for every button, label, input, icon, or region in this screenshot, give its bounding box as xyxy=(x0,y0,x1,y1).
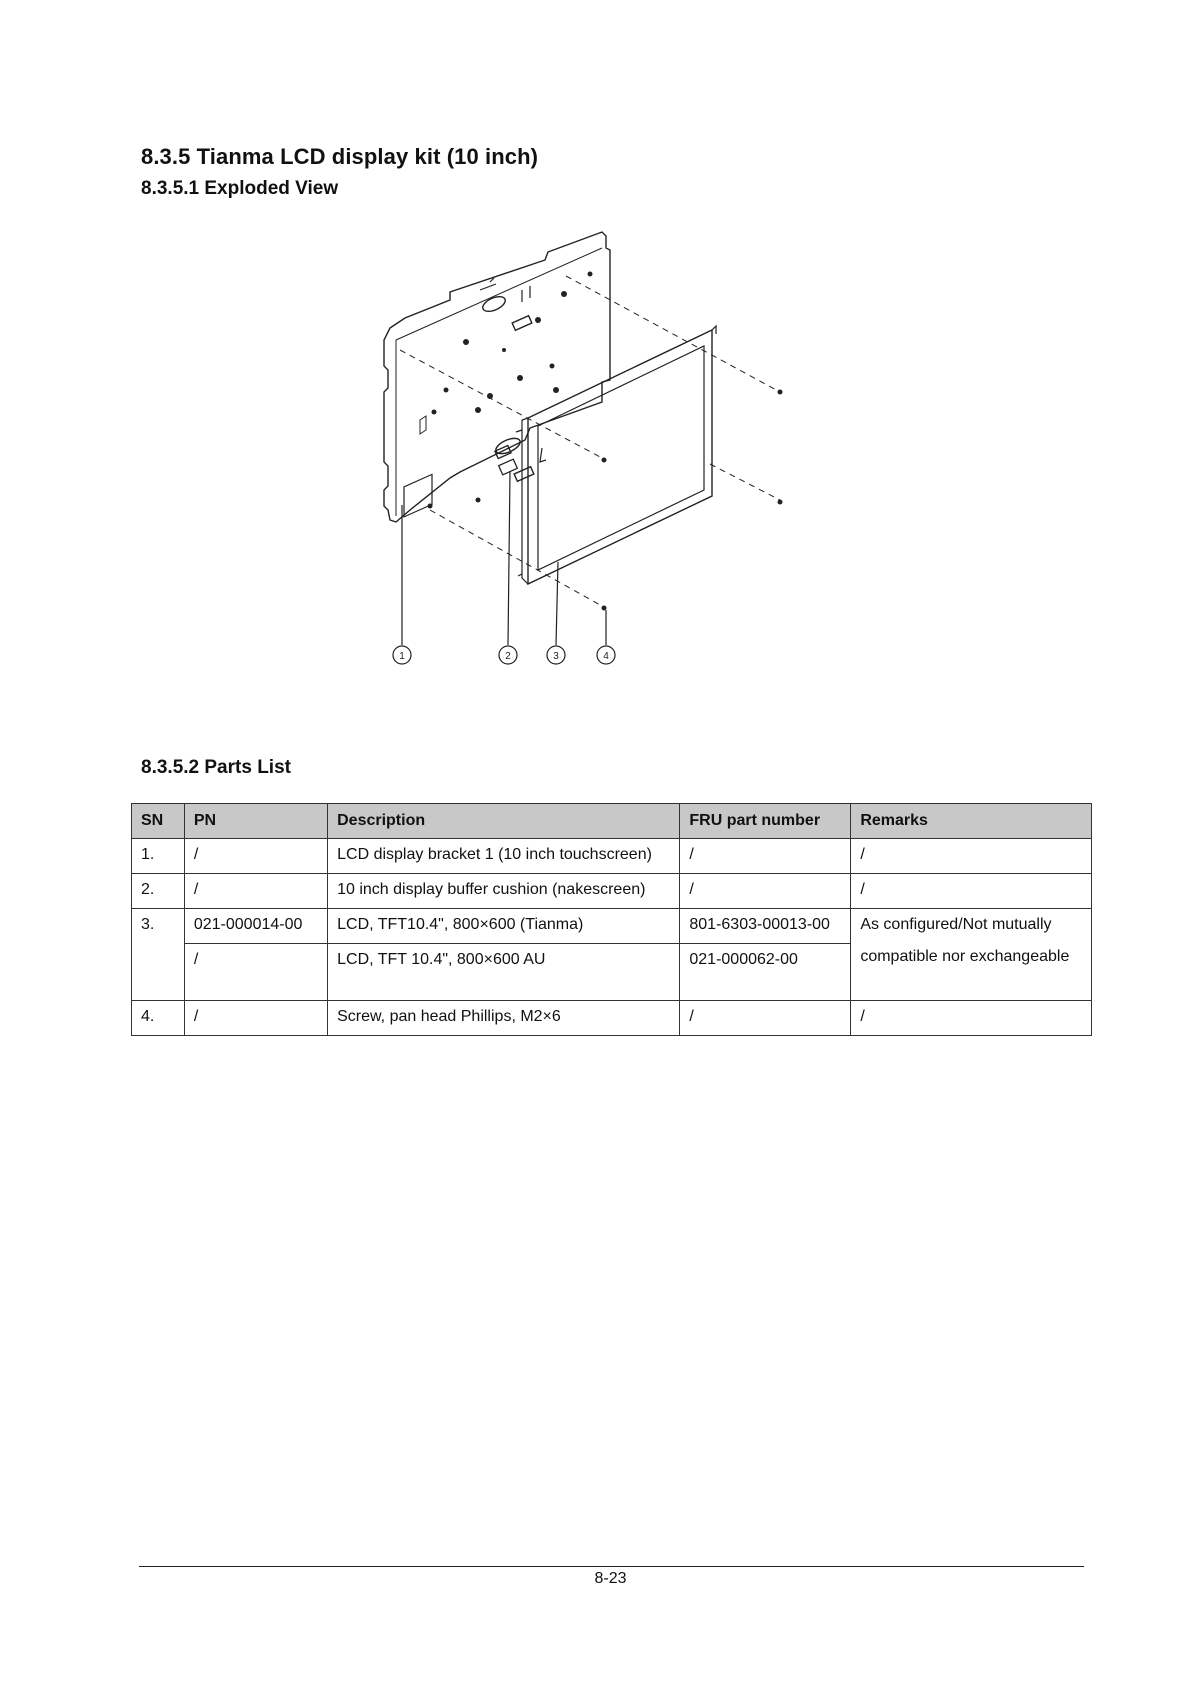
header-remarks: Remarks xyxy=(851,804,1092,839)
callout-label: 2 xyxy=(505,651,511,662)
cell-fru: / xyxy=(680,839,851,874)
cell-fru: 801-6303-00013-00 xyxy=(680,909,851,944)
cell-description: LCD display bracket 1 (10 inch touchscreen) xyxy=(328,839,680,874)
cell-fru: / xyxy=(680,1001,851,1036)
cell-pn: / xyxy=(184,874,327,909)
cell-remarks: / xyxy=(851,874,1092,909)
cell-fru: 021-000062-00 xyxy=(680,944,851,1001)
exploded-view-heading: 8.3.5.1 Exploded View xyxy=(141,178,339,199)
cell-description: LCD, TFT 10.4", 800×600 AU xyxy=(328,944,680,1001)
header-sn: SN xyxy=(132,804,185,839)
cell-sn: 2. xyxy=(132,874,185,909)
table-row xyxy=(132,874,1092,909)
cell-remarks: / xyxy=(851,1001,1092,1036)
cell-sn: 3. xyxy=(132,909,185,1001)
table-row xyxy=(132,1001,1092,1036)
table-header-row xyxy=(132,804,1092,839)
cell-description: 10 inch display buffer cushion (nakescreen) xyxy=(328,874,680,909)
cell-pn: / xyxy=(184,944,327,1001)
cell-fru: / xyxy=(680,874,851,909)
cell-description: Screw, pan head Phillips, M2×6 xyxy=(328,1001,680,1036)
lcd-panel-outline xyxy=(528,330,712,584)
callout-label: 4 xyxy=(603,651,609,662)
buffer-cushion xyxy=(499,459,518,475)
header-fru: FRU part number xyxy=(680,804,851,839)
header-description: Description xyxy=(328,804,680,839)
parts-table xyxy=(131,803,1092,1036)
cell-remarks: / xyxy=(851,839,1092,874)
cell-sn: 1. xyxy=(132,839,185,874)
cell-sn: 4. xyxy=(132,1001,185,1036)
callout-label: 3 xyxy=(553,651,559,662)
page-number: 8-23 xyxy=(594,1570,627,1587)
cell-pn: / xyxy=(184,839,327,874)
cell-pn: / xyxy=(184,1001,327,1036)
section-title: 8.3.5 Tianma LCD display kit (10 inch) xyxy=(141,144,539,169)
header-pn: PN xyxy=(184,804,327,839)
cell-remarks: As configured/Not mutually compatible nor exchangeable xyxy=(851,909,1092,1001)
bracket-outline xyxy=(384,232,610,522)
table-row xyxy=(132,909,1092,944)
callout-label: 1 xyxy=(399,651,405,662)
exploded-view-figure xyxy=(370,220,850,720)
table-row xyxy=(132,839,1092,874)
cell-description: LCD, TFT10.4", 800×600 (Tianma) xyxy=(328,909,680,944)
parts-list-heading: 8.3.5.2 Parts List xyxy=(141,757,291,778)
footer-divider xyxy=(139,1566,1084,1567)
exploded-view-drawing xyxy=(370,220,850,720)
cell-pn: 021-000014-00 xyxy=(184,909,327,944)
